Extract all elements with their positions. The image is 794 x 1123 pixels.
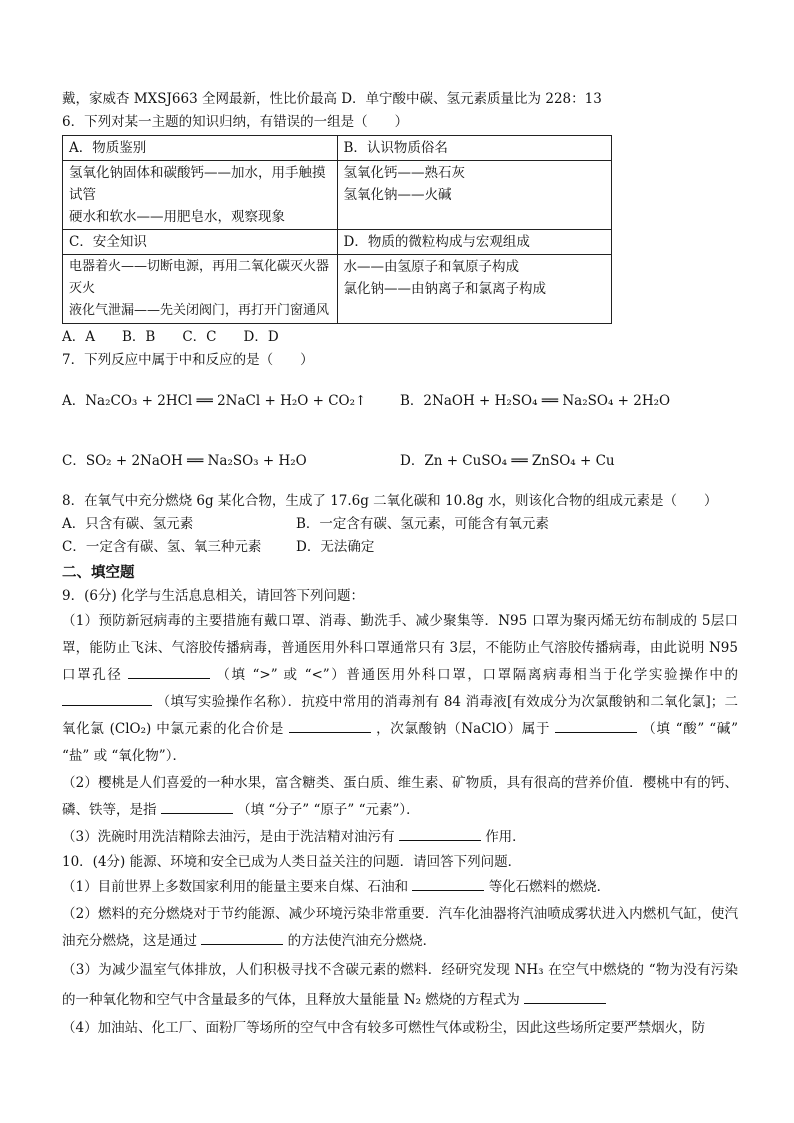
q10-p2b: 的方法使汽油充分燃烧． (287, 933, 437, 949)
q9-p1a: （1）预防新冠病毒的主要措施有戴口罩、消毒、勤洗手、减少聚集等．N95 口罩为聚丙烯无纺布制成的 5层口罩，能防止飞沫、气溶胶传播病毒，普通医用外科口罩通常只有 3层，不能防止气溶胶传播病毒，由此说明 N95 口罩孔径 (62, 613, 738, 683)
q6-stem: 6．下列对某一主题的知识归纳，有错误的一组是（ ） (62, 114, 409, 130)
q9-p3b: 作用． (485, 829, 526, 845)
q8-row-cd (62, 536, 738, 559)
q9-part3 (62, 824, 738, 851)
q7-option-d: D．Zn + CuSO₄ ══ ZnSO₄ + Cu (400, 453, 615, 469)
q7-option-a: A．Na₂CO₃ + 2HCl ══ 2NaCl + H₂O + CO₂↑ (62, 393, 367, 409)
q9-p1c: （填写实验操作名称）．抗疫中常用的消毒剂有 84 消毒液[有效成分为次氯酸钠和二氧化氯]；二氧化氯 (ClO₂) 中氯元素的化合价是 (62, 694, 738, 737)
q9-blank-6[interactable] (399, 826, 481, 841)
q8-row-ab (62, 513, 738, 536)
q6-cell-b-title: B．认识物质俗名 (337, 136, 612, 161)
q10-p1a: （1）目前世界上多数国家利用的能量主要来自煤、石油和 (62, 879, 409, 895)
section-heading: 二、填空题 (62, 564, 135, 581)
q9-p1d: ，次氯酸钠（NaClO）属于 (376, 721, 551, 737)
q9-blank-3[interactable] (289, 718, 371, 733)
q6-cell-c-body: 电器着火——切断电源，再用二氧化碳灭火器灭火 液化气泄漏——先关闭阀门，再打开门窗通风 (63, 255, 338, 324)
q10-stem: 10．(4分) 能源、环境和安全已成为人类日益关注的问题．请回答下列问题． (62, 854, 522, 870)
q6-cell-c-title: C．安全知识 (63, 230, 338, 255)
q7-option-c: C．SO₂ + 2NaOH ══ Na₂SO₃ + H₂O (62, 453, 307, 469)
q9-part2 (62, 770, 738, 824)
q9-blank-5[interactable] (161, 799, 233, 814)
q8-option-b: B．一定含有碳、氢元素，可能含有氧元素 (296, 516, 549, 532)
q10-part4: （4）加油站、化工厂、面粉厂等场所的空气中含有较多可燃性气体或粉尘，因此这些场所定要严禁烟火，防 (62, 1020, 706, 1036)
q8-option-c: C．一定含有碳、氢、氧三种元素 (62, 539, 262, 555)
q6-cell-d-title: D．物质的微粒构成与宏观组成 (337, 230, 612, 255)
q9-part1 (62, 608, 738, 770)
q9-p2b: （填 “分子” “原子” “元素”）． (237, 802, 420, 818)
q8-stem: 8．在氧气中充分燃烧 6g 某化合物，生成了 17.6g 二氧化碳和 10.8g 水，则该化合物的组成元素是（ ） (62, 493, 718, 509)
q10-blank-1[interactable] (412, 876, 484, 891)
q6-options: A．A B．B C．C D．D (62, 329, 279, 345)
q6-cell-a-title: A．物质鉴别 (63, 136, 338, 161)
q8-option-d: D．无法确定 (296, 539, 375, 555)
exam-page (62, 88, 738, 1042)
q9-p3a: （3）洗碗时用洗洁精除去油污，是由于洗洁精对油污有 (62, 829, 395, 845)
q9-blank-2[interactable] (62, 691, 152, 706)
top-line: 戴，家威杏 MXSJ663 全网最新，性比价最高 D．单宁酸中碳、氢元素质量比为 228：13 (62, 91, 602, 107)
q6-table (62, 135, 612, 324)
q7-option-b: B．2NaOH + H₂SO₄ ══ Na₂SO₄ + 2H₂O (400, 393, 671, 409)
q9-p1e: （填 “酸” “碱” “盐” 或 “氧化物”）． (62, 721, 738, 764)
q7-row-cd (62, 446, 738, 476)
q9-p2a: （2）樱桃是人们喜爱的一种水果，富含糖类、蛋白质、维生素、矿物质，具有很高的营养价值．樱桃中有的钙、磷、铁等，是指 (62, 775, 738, 818)
q9-blank-4[interactable] (555, 718, 637, 733)
q10-p2a: （2）燃料的充分燃烧对于节约能源、减少环境污染非常重要．汽车化油器将汽油喷成雾状进入内燃机气缸，使汽油充分燃烧，这是通过 (62, 906, 738, 949)
q10-part1 (62, 874, 738, 901)
q6-cell-a-body: 氢氧化钠固体和碳酸钙——加水，用手触摸试管 硬水和软水——用肥皂水，观察现象 (63, 161, 338, 230)
q9-p1b: （填 “>” 或 “<”）普通医用外科口罩，口罩隔离病毒相当于化学实验操作中的 (216, 667, 739, 683)
q10-blank-3[interactable] (524, 989, 606, 1004)
q10-blank-2[interactable] (201, 930, 283, 945)
q7-stem: 7．下列反应中属于中和反应的是（ ） (62, 352, 314, 368)
q9-stem: 9．(6分) 化学与生活息息相关，请回答下列问题： (62, 588, 365, 604)
q9-blank-1[interactable] (128, 664, 210, 679)
q8-option-a: A．只含有碳、氢元素 (62, 516, 194, 532)
q10-part2 (62, 901, 738, 955)
q7-row-ab (62, 386, 738, 416)
q10-p1b: 等化石燃料的燃烧． (488, 879, 611, 895)
q6-cell-d-body: 水——由氢原子和氧原子构成 氯化钠——由钠离子和氯离子构成 (337, 255, 612, 324)
q10-p3a: （3）为减少温室气体排放，人们积极寻找不含碳元素的燃料．经研究发现 NH₃ 在空气中燃烧的 “物为没有污染的一种氧化物和空气中含量最多的气体，且释放大量能量 N₂ 燃烧的方程式为 (62, 962, 738, 1008)
q10-part3 (62, 955, 738, 1015)
q6-cell-b-body: 氢氧化钙——熟石灰 氢氧化钠——火碱 (337, 161, 612, 230)
